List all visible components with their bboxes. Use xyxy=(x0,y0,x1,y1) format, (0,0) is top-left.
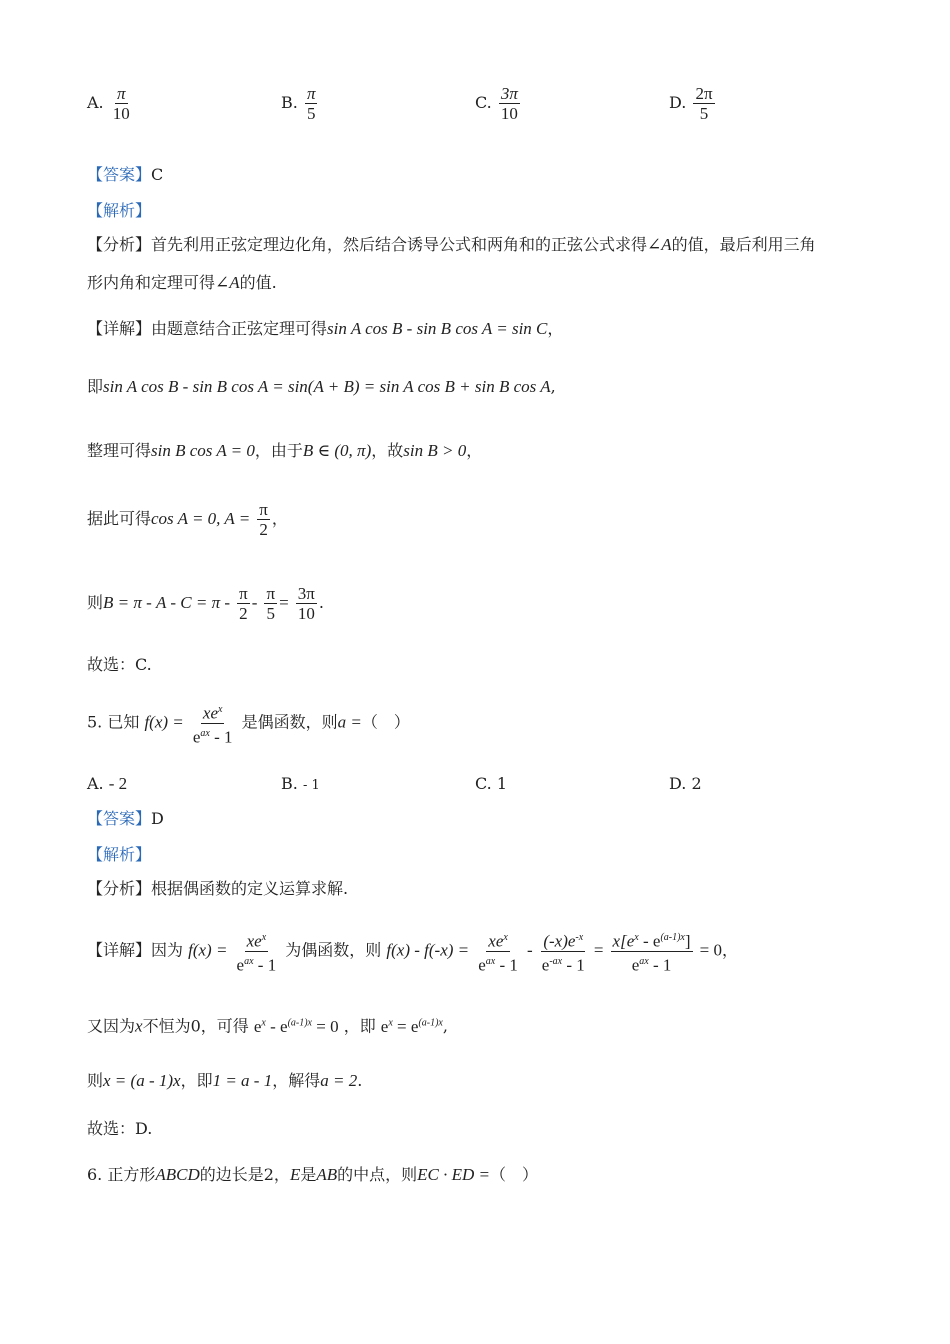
q5-option-b: B. - 1 xyxy=(281,774,320,793)
q4-answer: 【答案】C xyxy=(87,165,164,184)
q5-option-d: D. 2 xyxy=(669,774,702,793)
q5-option-c: C. 1 xyxy=(475,774,508,793)
q4-detail-line4: 据此可得cos A = 0, A = $\frac{\pi}{2}$ ， xyxy=(87,500,288,539)
q4-option-a: A. $\frac{\pi}{10}$ xyxy=(87,84,130,123)
q4-option-c: C. $\frac{3\pi}{10}$ xyxy=(475,84,518,123)
q5-analysis: 【分析】根据偶函数的定义运算求解. xyxy=(87,879,349,898)
q4-analysis-line2: 形内角和定理可得∠A的值. xyxy=(87,273,277,292)
q4-analysis-line1: 【分析】首先利用正弦定理边化角，然后结合诱导公式和两角和的正弦公式求得∠A的值，最后利用三角 xyxy=(87,235,816,254)
q5-option-a: A. - 2 xyxy=(87,774,128,793)
q4-detail-line5: 则B = π - A - C = π - $\frac{\pi}{2}$ - $\frac{\pi}{5}$ = $\frac{3\pi}{10}$ . xyxy=(87,584,324,623)
q4-explain-heading: 【解析】 xyxy=(87,201,152,220)
q4-detail-line3: 整理可得sin B cos A = 0，由于B ∈ (0, π)，故sin B > 0， xyxy=(87,441,483,460)
q5-explain-heading: 【解析】 xyxy=(87,845,152,864)
q5-detail-line2: 又因为x不恒为0，可得 $e^x - e^{(a-1)x} = 0$ ，即 $e^x = e^{(a-1)x}$, xyxy=(87,1016,448,1036)
q6-stem: 6. 正方形ABCD的边长是2，E是AB的中点，则EC · ED =（ ） xyxy=(87,1165,539,1184)
q5-answer: 【答案】D xyxy=(87,809,164,828)
q5-stem: 5. 已知 f(x) = $\frac{xe^x}{e^{ax} - 1}$ 是偶函数，则a =（ ） xyxy=(87,700,410,746)
q5-conclusion: 故选：D. xyxy=(87,1119,153,1138)
q4-option-b: B. $\frac{\pi}{5}$ xyxy=(281,84,316,123)
q5-detail-line3: 则x = (a - 1)x，即1 = a - 1，解得a = 2. xyxy=(87,1071,363,1090)
q4-conclusion: 故选：C. xyxy=(87,655,152,674)
q4-option-d: D. $\frac{2\pi}{5}$ xyxy=(669,84,713,123)
q5-detail-line1: 【详解】因为 f(x) = $\frac{xe^x}{e^{ax} - 1}$ 为偶函数，则 f(x) - f(-x) = $\frac{xe^x}{e^{ax} - 1}$ - $\frac{(-x)e^{-x}}{e^{-ax} - 1}$ = $\frac{x[e^x - e^{(a-1)x}]}{e^{ax} - 1}$ = 0， xyxy=(87,928,738,974)
q4-detail-line2: 即sin A cos B - sin B cos A = sin(A + B) = sin A cos B + sin B cos A, xyxy=(87,377,556,396)
q4-detail-line1: 【详解】由题意结合正弦定理可得sin A cos B - sin B cos A = sin C， xyxy=(87,319,564,338)
